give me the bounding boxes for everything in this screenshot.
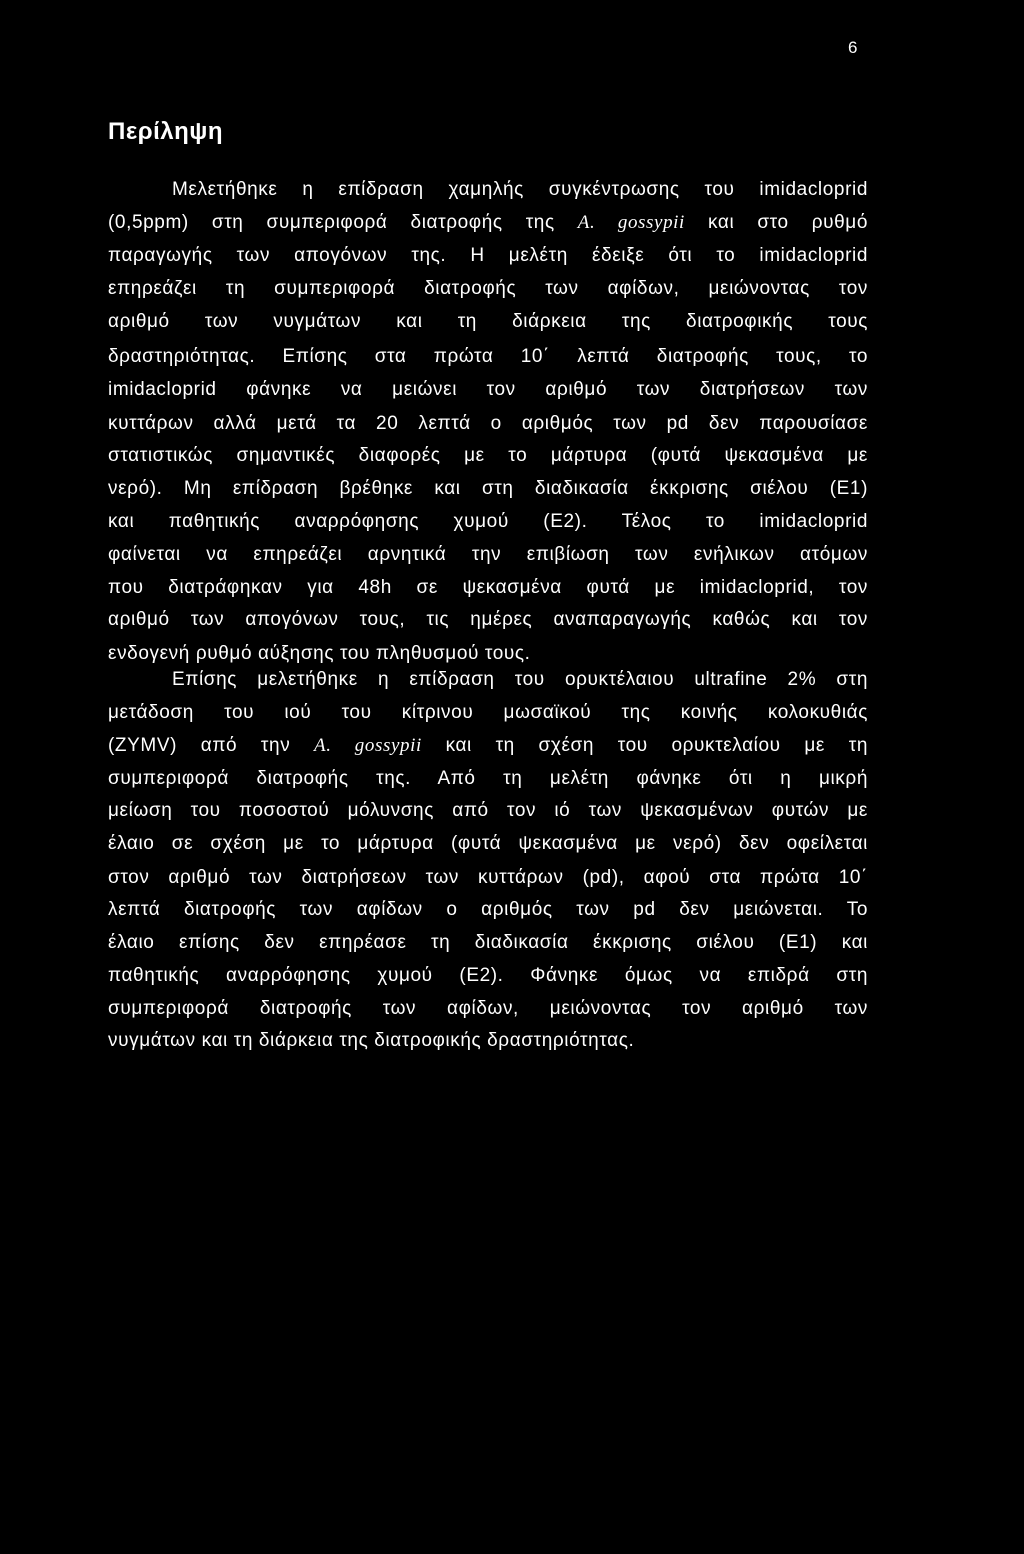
species-name: A. gossypii	[577, 212, 685, 233]
paragraph-line: λεπτά διατροφής των αφίδων ο αριθμός των pd δεν μειώνεται. Το	[108, 899, 868, 920]
paragraph-line: ενδογενή ρυθμό αύξησης του πληθυσμού τους.	[108, 643, 531, 664]
paragraph-line: αριθμό των νυγμάτων και τη διάρκεια της διατροφικής τους	[108, 311, 868, 332]
text-segment: (ZYMV) από την	[108, 735, 315, 756]
text-segment: και στο ρυθμό	[684, 212, 868, 233]
page-number: 6	[848, 38, 858, 57]
paragraph-line: συμπεριφορά διατροφής της. Από τη μελέτη φάνηκε ότι η μικρή	[108, 768, 868, 789]
paragraph-line: Επίσης μελετήθηκε η επίδραση του ορυκτέλαιου ultrafine 2% στη	[172, 669, 868, 690]
paragraph-line: Μελετήθηκε η επίδραση χαμηλής συγκέντρωσης του imidacloprid	[172, 179, 868, 200]
paragraph-line: δραστηριότητας. Επίσης στα πρώτα 10΄ λεπτά διατροφής τους, το	[108, 346, 868, 367]
paragraph-line: στον αριθμό των διατρήσεων των κυττάρων (pd), αφού στα πρώτα 10΄	[108, 867, 868, 888]
paragraph-line: αριθμό των απογόνων τους, τις ημέρες αναπαραγωγής καθώς και τον	[108, 609, 868, 630]
paragraph-line: και παθητικής αναρρόφησης χυμού (E2). Τέλος το imidacloprid	[108, 511, 869, 532]
paragraph-line: κυττάρων αλλά μετά τα 20 λεπτά ο αριθμός των pd δεν παρουσίασε	[108, 413, 868, 434]
paragraph-line: νυγμάτων και τη διάρκεια της διατροφικής δραστηριότητας.	[108, 1030, 635, 1051]
paragraph-line: imidacloprid φάνηκε να μειώνει τον αριθμό των διατρήσεων των	[108, 379, 868, 400]
paragraph-line: που διατράφηκαν για 48h σε ψεκασμένα φυτά με imidacloprid, τον	[108, 577, 868, 598]
paragraph-line: μετάδοση του ιού του κίτρινου μωσαϊκού της κοινής κολοκυθιάς	[108, 702, 868, 723]
paragraph-line: συμπεριφορά διατροφής των αφίδων, μειώνοντας τον αριθμό των	[108, 998, 868, 1019]
paragraph-line: φαίνεται να επηρεάζει αρνητικά την επιβίωση των ενήλικων ατόμων	[108, 544, 868, 565]
text-segment: και τη σχέση του ορυκτελαίου με τη	[421, 735, 868, 756]
paragraph-line: στατιστικώς σημαντικές διαφορές με το μάρτυρα (φυτά ψεκασμένα με	[108, 445, 868, 466]
paragraph-line	[108, 211, 868, 235]
paragraph-line: έλαιο επίσης δεν επηρέασε τη διαδικασία έκκρισης σιέλου (E1) και	[108, 932, 868, 953]
text-segment: (0,5ppm) στη συμπεριφορά διατροφής της	[108, 212, 578, 233]
paragraph-line	[108, 734, 868, 758]
paragraph-line: επηρεάζει τη συμπεριφορά διατροφής των αφίδων, μειώνοντας τον	[108, 278, 868, 299]
paragraph-line: έλαιο σε σχέση με το μάρτυρα (φυτά ψεκασμένα με νερό) δεν οφείλεται	[108, 833, 868, 854]
page-title: Περίληψη	[108, 118, 223, 145]
paragraph-line: νερό). Μη επίδραση βρέθηκε και στη διαδικασία έκκρισης σιέλου (E1)	[108, 478, 868, 499]
species-name: A. gossypii	[314, 735, 422, 756]
paragraph-line: παραγωγής των απογόνων της. Η μελέτη έδειξε ότι το imidacloprid	[108, 245, 868, 266]
paragraph-line: παθητικής αναρρόφησης χυμού (E2). Φάνηκε όμως να επιδρά στη	[108, 965, 868, 986]
paragraph-line: μείωση του ποσοστού μόλυνσης από τον ιό των ψεκασμένων φυτών με	[108, 800, 868, 821]
